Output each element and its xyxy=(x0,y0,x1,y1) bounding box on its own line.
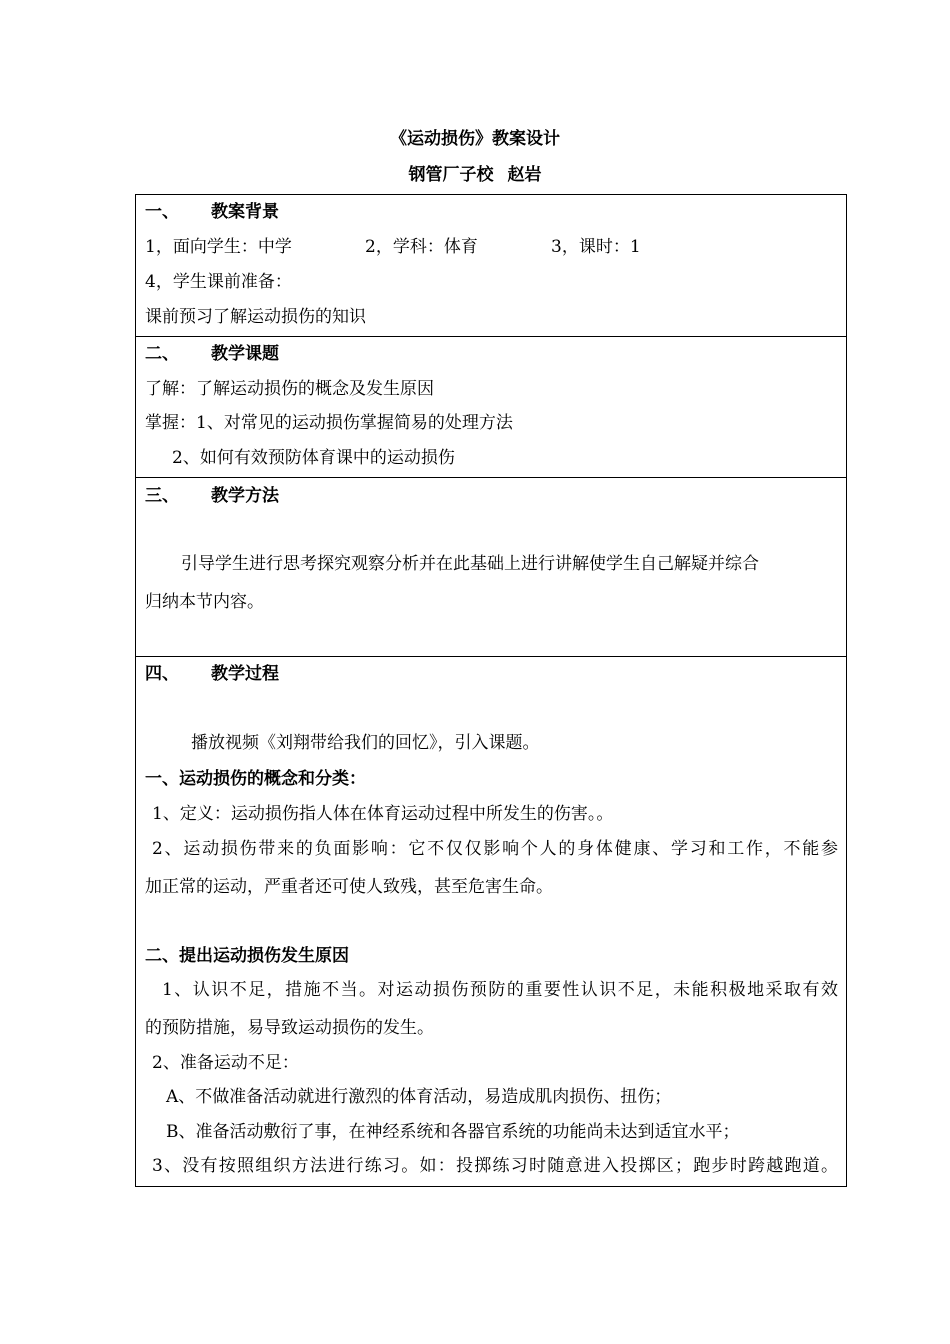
cause-3-text: 3、没有按照组织方法进行练习。如：投掷练习时随意进入投掷区；跑步时跨越跑道。 xyxy=(152,1156,838,1176)
target-students: 1，面向学生：中学 xyxy=(145,237,292,257)
master-goal-1: 掌握：1、对常见的运动损伤掌握简易的处理方法 xyxy=(145,413,513,433)
section-number: 一、 xyxy=(145,202,179,222)
understand-goal: 了解：了解运动损伤的概念及发生原因 xyxy=(145,379,434,399)
section-title: 教学方法 xyxy=(211,486,279,506)
prep-text: 课前预习了解运动损伤的知识 xyxy=(145,307,366,327)
master-goal-2: 2、如何有效预防体育课中的运动损伤 xyxy=(172,448,455,468)
document-title: 《运动损伤》教案设计 xyxy=(390,129,560,149)
subheading-concept: 一、运动损伤的概念和分类： xyxy=(145,769,366,789)
section-background xyxy=(136,195,846,336)
section-topic xyxy=(136,336,846,477)
subheading-causes: 二、提出运动损伤发生原因 xyxy=(145,946,349,966)
lesson-plan-table xyxy=(135,194,847,1187)
section-number: 四、 xyxy=(145,664,179,684)
section-heading xyxy=(145,197,838,222)
section-heading xyxy=(145,481,838,506)
author-line xyxy=(0,160,950,185)
section-process xyxy=(136,656,846,1186)
cause-1-text-1: 1、认识不足，措施不当。对运动损伤预防的重要性认识不足，未能积极地采取有效 xyxy=(162,980,838,1000)
section-number: 二、 xyxy=(145,344,179,364)
section-method xyxy=(136,477,846,656)
cause-2-label: 2、准备运动不足： xyxy=(152,1053,299,1073)
section-title: 教学课题 xyxy=(211,344,279,364)
section-heading xyxy=(145,659,838,684)
cause-2a-text: A、不做准备活动就进行激烈的体育活动，易造成肌肉损伤、扭伤； xyxy=(166,1087,672,1107)
definition-text: 1、定义：运动损伤指人体在体育运动过程中所发生的伤害。。 xyxy=(152,804,614,824)
prep-label: 4，学生课前准备： xyxy=(145,272,292,292)
author-name: 赵岩 xyxy=(507,165,542,185)
method-text-1: 引导学生进行思考探究观察分析并在此基础上进行讲解使学生自己解疑并综合 xyxy=(181,554,759,574)
process-intro: 播放视频《刘翔带给我们的回忆》，引入课题。 xyxy=(191,733,540,753)
section-number: 三、 xyxy=(145,486,179,506)
impact-text-1: 2、运动损伤带来的负面影响：它不仅仅影响个人的身体健康、学习和工作，不能参 xyxy=(152,839,838,859)
section-title: 教案背景 xyxy=(211,202,279,222)
impact-text-2: 加正常的运动，严重者还可使人致残，甚至危害生命。 xyxy=(145,877,553,897)
school-name: 钢管厂子校 xyxy=(408,165,494,185)
subject: 2，学科：体育 xyxy=(365,237,478,257)
section-title: 教学过程 xyxy=(211,664,279,684)
class-hours: 3，课时：1 xyxy=(551,237,641,257)
cause-1-text-2: 的预防措施，易导致运动损伤的发生。 xyxy=(145,1018,434,1038)
cause-2b-text: B、准备活动敷衍了事，在神经系统和各器官系统的功能尚未达到适宜水平； xyxy=(166,1122,740,1142)
method-text-2: 归纳本节内容。 xyxy=(145,592,264,612)
section-heading xyxy=(145,339,838,364)
course-info-row xyxy=(145,232,838,257)
